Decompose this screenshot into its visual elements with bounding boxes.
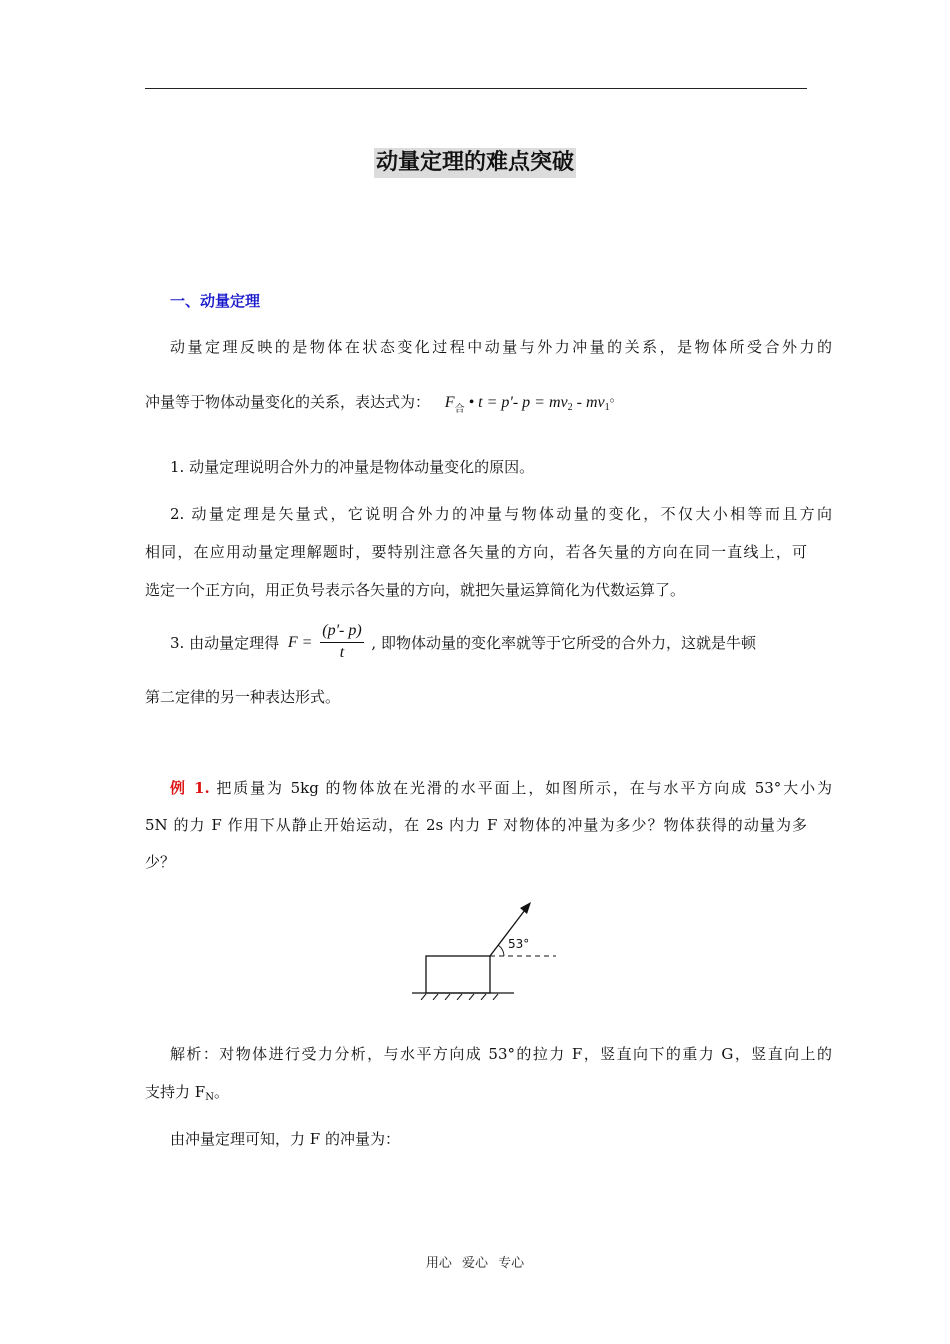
impulse-line: 由冲量定理可知，力 F 的冲量为： [170,1130,400,1148]
force-diagram [408,896,558,1000]
point-2-line-1: 2. 动量定理是矢量式，它说明合外力的冲量与物体动量的变化，不仅大小相等而且方向 [170,505,832,523]
example-line-1 [145,777,832,798]
point-3-line-1 [145,622,832,663]
point-3-line-2: 第二定律的另一种表达形式。 [145,688,341,706]
fraction-denominator: t [339,644,345,661]
point-1: 1. 动量定理说明合外力的冲量是物体动量变化的原因。 [170,458,535,476]
intro-line-1: 动量定理反映的是物体在状态变化过程中动量与外力冲量的关系，是物体所受合外力的 [170,338,832,356]
page-footer: 用心 爱心 专心 [425,1256,525,1271]
analysis-line-2 [145,1081,807,1103]
point-2-line-2: 相同，在应用动量定理解题时，要特别注意各矢量的方向，若各矢量的方向在同一直线上，可 [145,543,807,561]
formula-end: 。 [609,390,623,405]
point-2-line-3: 选定一个正方向，用正负号表示各矢量的方向，就把矢量运算简化为代数运算了。 [145,581,686,599]
section-heading: 一、动量定理 [170,292,261,310]
analysis-line-1: 解析：对物体进行受力分析，与水平方向成 53°的拉力 F，竖直向下的重力 G，竖直向上的 [170,1045,832,1063]
angle-arc [498,945,504,956]
example-line-3: 少？ [145,853,176,871]
example-line-2: 5N 的力 F 作用下从静止开始运动，在 2s 内力 F 对物体的冲量为多少？物体获得的动量为多 [145,816,807,834]
point-3-prefix: 3. 由动量定理得 [170,634,280,652]
analysis-subscript-N: N [205,1092,214,1103]
momentum-rate-fraction [320,622,363,663]
formula-sub2: 2 [567,402,573,413]
intro-line-2-text: 冲量等于物体动量变化的关系，表达式为： [145,393,431,411]
point-3-suffix: , 即物体动量的变化率就等于它所受的合外力，这就是牛顿 [371,634,756,652]
intro-line-2 [145,386,807,415]
analysis-line-2-end: 。 [213,1083,229,1101]
formula-rest: • t = p'- p = mv [464,394,568,411]
example-label: 例 1. [170,779,210,797]
formula-he: 合 [454,404,465,415]
point-3-F: F = [287,633,313,651]
ground-hatching [421,994,498,1000]
fraction-numerator: (p'- p) [320,622,363,643]
impulse-formula [444,394,610,415]
analysis-line-2-prefix: 支持力 F [145,1083,206,1101]
formula-minus: - mv [572,394,605,411]
page-title: 动量定理的难点突破 [374,148,576,178]
force-arrowhead [520,902,531,914]
formula-sub1: 1 [604,402,610,413]
example-line-1-text: 把质量为 5kg 的物体放在光滑的水平面上，如图所示，在与水平方向成 53°大小为 [209,779,832,797]
block [426,956,490,993]
page-title-wrap [0,148,950,178]
formula-F: F [444,394,455,411]
header-rule [145,88,807,89]
angle-label: 53° [508,937,530,951]
